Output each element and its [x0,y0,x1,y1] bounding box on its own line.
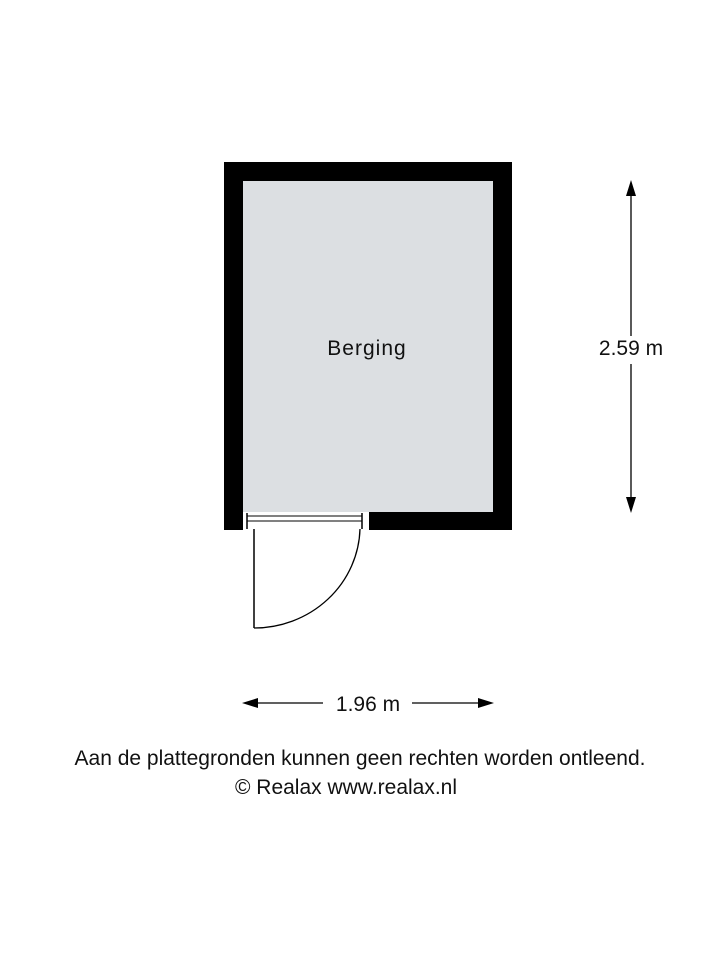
arrow-left-icon [242,698,258,708]
depth-label: 2.59 m [598,337,664,360]
arrow-up-icon [626,180,636,196]
width-label: 1.96 m [335,693,401,716]
wall-right [493,162,512,530]
credit-text: © Realax www.realax.nl [234,776,458,799]
arrow-right-icon [478,698,494,708]
wall-bottom-right [369,512,512,530]
door-frame [243,512,369,530]
room-label: Berging [327,337,407,360]
disclaimer-text: Aan de plattegronden kunnen geen rechten worden ontleend. [74,747,646,770]
door-swing [254,529,360,628]
wall-left [224,162,243,530]
wall-top [224,162,512,181]
arrow-down-icon [626,497,636,513]
